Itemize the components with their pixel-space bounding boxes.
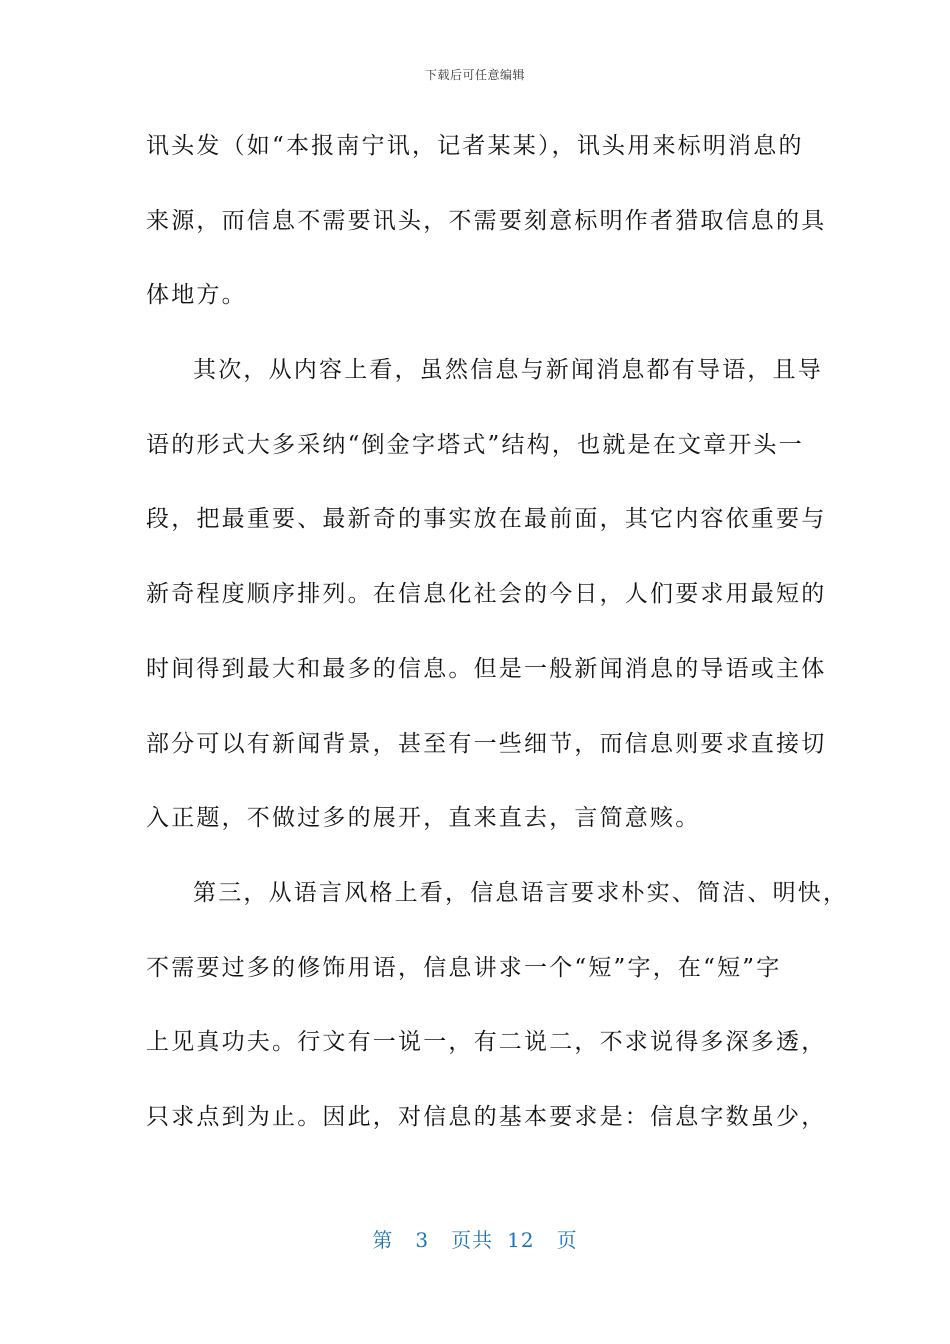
text-line: 部分可以有新闻背景，甚至有一些细节，而信息则要求直接切 (146, 730, 827, 757)
body-text (146, 118, 849, 1164)
text-line: 入正题，不做过多的展开，直来直去，言简意赅。 (146, 805, 701, 832)
footer-page-mid: 页共 (451, 1228, 494, 1252)
text-line-paragraph-start: 第三，从语言风格上看，信息语言要求朴实、简洁、明快， (193, 879, 849, 906)
footer-current-page: 3 (415, 1228, 430, 1252)
footer-page-prefix: 第 (372, 1228, 394, 1252)
text-line-paragraph-start: 其次，从内容上看，虽然信息与新闻消息都有导语，且导 (193, 357, 823, 384)
text-line: 来源，而信息不需要讯头，不需要刻意标明作者猎取信息的具 (146, 207, 827, 234)
text-line: 不需要过多的修饰用语，信息讲求一个“短”字，在“短”字 (146, 954, 782, 981)
text-line: 体地方。 (146, 282, 247, 309)
text-line: 语的形式大多采纳“倒金字塔式”结构，也就是在文章开头一 (146, 431, 804, 458)
text-line: 讯头发（如“本报南宁讯，记者某某），讯头用来标明消息的 (146, 133, 804, 159)
text-line: 时间得到最大和最多的信息。但是一般新闻消息的导语或主体 (146, 655, 827, 682)
text-line: 上见真功夫。行文有一说一，有二说二，不求说得多深多透， (146, 1029, 827, 1056)
text-line: 新奇程度顺序排列。在信息化社会的今日，人们要求用最短的 (146, 581, 827, 608)
page-footer (0, 1224, 950, 1253)
header-note: 下载后可任意编辑 (424, 68, 525, 82)
footer-total-pages: 12 (507, 1228, 535, 1252)
footer-page-suffix: 页 (556, 1228, 578, 1252)
text-line: 只求点到为止。因此，对信息的基本要求是：信息字数虽少， (146, 1103, 827, 1130)
text-line: 段，把最重要、最新奇的事实放在最前面，其它内容依重要与 (146, 506, 827, 533)
